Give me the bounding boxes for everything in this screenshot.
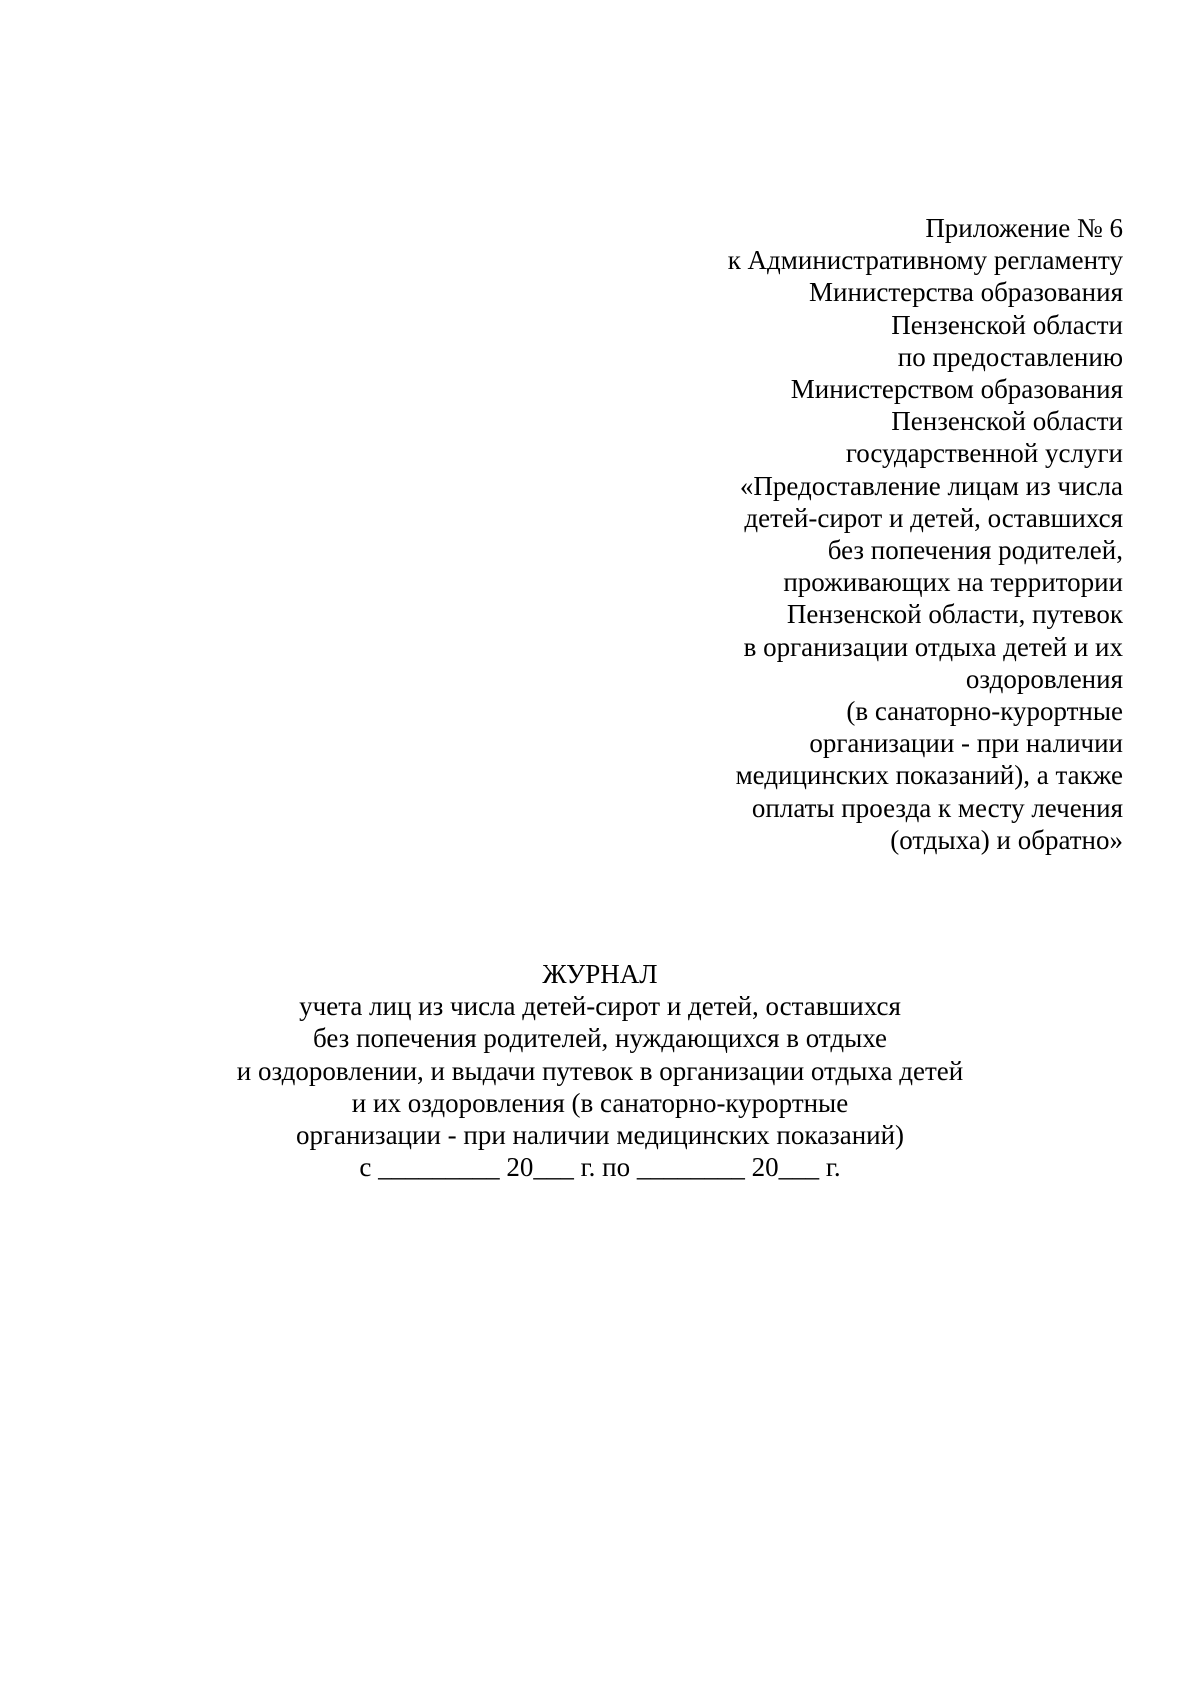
appendix-line: Приложение № 6	[925, 213, 1123, 243]
appendix-line: медицинских показаний), а также	[735, 760, 1123, 791]
appendix-line: (в санаторно-курортные	[846, 696, 1123, 727]
appendix-line: «Предоставление лицам из числа	[739, 470, 1123, 501]
appendix-line: в организации отдыха детей и их	[743, 631, 1123, 662]
journal-subtitle-line: без попечения родителей, нуждающихся в отдыхе	[312, 1023, 888, 1054]
appendix-line: детей-сирот и детей, оставшихся	[744, 502, 1123, 533]
appendix-line: без попечения родителей,	[827, 535, 1123, 566]
appendix-line: Пензенской области, путевок	[786, 599, 1123, 630]
appendix-line: оздоровления	[965, 663, 1123, 694]
journal-subtitle-line: и их оздоровления (в санаторно-курортные	[351, 1087, 849, 1118]
journal-subtitle-line: и оздоровлении, и выдачи путевок в организации отдыха детей	[236, 1055, 964, 1086]
appendix-line: Министерством образования	[790, 374, 1123, 405]
journal-title: ЖУРНАЛ	[542, 959, 658, 989]
appendix-line: оплаты проезда к месту лечения	[751, 792, 1123, 823]
appendix-line: (отдыха) и обратно»	[890, 824, 1123, 855]
appendix-line: по предоставлению	[897, 341, 1123, 372]
appendix-line: организации - при наличии	[809, 728, 1123, 759]
journal-period: с _________ 20___ г. по ________ 20___ г.	[359, 1152, 841, 1183]
appendix-line: проживающих на территории	[783, 567, 1123, 598]
appendix-line: к Административному регламенту	[727, 245, 1123, 276]
appendix-line: Пензенской области	[891, 309, 1123, 340]
journal-subtitle-line: учета лиц из числа детей-сирот и детей, оставшихся	[299, 991, 901, 1022]
appendix-line: Министерства образования	[809, 277, 1123, 308]
journal-subtitle-line: организации - при наличии медицинских показаний)	[295, 1120, 905, 1151]
appendix-line: государственной услуги	[845, 438, 1123, 469]
journal-heading	[0, 958, 1200, 1183]
appendix-header	[603, 212, 1123, 856]
appendix-line: Пензенской области	[891, 406, 1123, 437]
